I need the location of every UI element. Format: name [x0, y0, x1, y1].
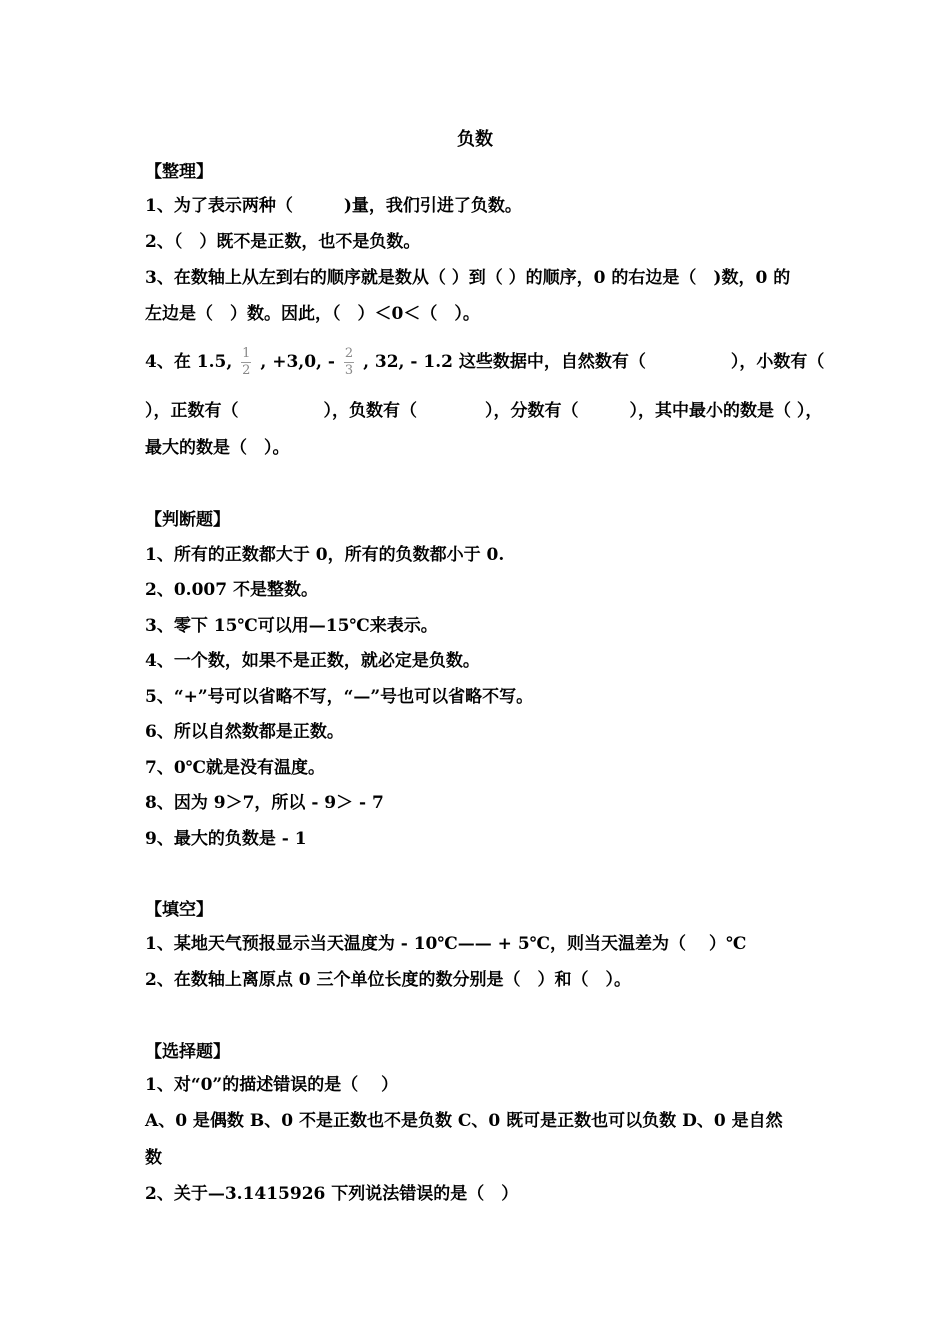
fraction-two-thirds — [344, 346, 354, 379]
question-text: 2、关于—3.1415926 下列说法错误的是（ ） — [145, 1184, 519, 1204]
choice-options: A、0 是偶数 B、0 不是正数也不是负数 C、0 既可是正数也可以负数 D、0 是自然 — [145, 1111, 783, 1131]
question-text: 2、0.007 不是整数。 — [145, 580, 318, 600]
question-text: 5、“+”号可以省略不写，“—”号也可以省略不写。 — [145, 687, 534, 707]
question-text: 1、某地天气预报显示当天温度为 - 10℃—— + 5℃，则当天温差为（ ）℃ — [145, 934, 747, 954]
question-text: 2、（ ）既不是正数，也不是负数。 — [145, 232, 421, 252]
section-heading-zhengli: 【整理】 — [145, 162, 213, 182]
question-text: , 32, - 1.2 这些数据中，自然数有（ ），小数有（ — [363, 352, 825, 372]
question-text: ），正数有（ ），负数有（ ），分数有（ ），其中最小的数是（ ）， — [145, 401, 823, 421]
section-heading-tiankong: 【填空】 — [145, 900, 213, 920]
question-4-line — [145, 346, 824, 379]
question-text: 7、0℃就是没有温度。 — [145, 758, 326, 778]
fraction-numerator: 1 — [242, 346, 251, 361]
question-text: 1、为了表示两种（ )量，我们引进了负数。 — [145, 196, 522, 216]
question-text: 1、所有的正数都大于 0，所有的负数都小于 0. — [145, 545, 505, 565]
question-text: 左边是（ ）数。因此，（ ）＜0＜（ ）。 — [145, 304, 480, 324]
question-text: 6、所以自然数都是正数。 — [145, 722, 344, 742]
question-text: 最大的数是（ ）。 — [145, 438, 290, 458]
question-text: 1、对“0”的描述错误的是（ ） — [145, 1075, 399, 1095]
fraction-denominator: 2 — [242, 363, 251, 378]
question-text: 4、在 1.5, — [145, 352, 233, 372]
section-heading-panduan: 【判断题】 — [145, 510, 230, 530]
question-text: 8、因为 9＞7，所以 - 9＞ - 7 — [145, 793, 384, 813]
page-title: 负数 — [457, 129, 493, 150]
question-text: 2、在数轴上离原点 0 三个单位长度的数分别是（ ）和（ ）。 — [145, 970, 631, 990]
question-text: , +3,0, - — [260, 352, 335, 372]
fraction-one-half — [241, 346, 251, 379]
fraction-denominator: 3 — [344, 363, 354, 378]
choice-options-continued: 数 — [145, 1148, 162, 1168]
section-heading-xuanze: 【选择题】 — [145, 1042, 230, 1062]
fraction-numerator: 2 — [344, 346, 354, 361]
question-text: 3、零下 15℃可以用—15℃来表示。 — [145, 616, 438, 636]
question-text: 4、一个数，如果不是正数，就必定是负数。 — [145, 651, 480, 671]
question-text: 3、在数轴上从左到右的顺序就是数从（ ）到（ ）的顺序，0 的右边是（ )数，0 的 — [145, 268, 791, 288]
question-text: 9、最大的负数是 - 1 — [145, 829, 307, 849]
